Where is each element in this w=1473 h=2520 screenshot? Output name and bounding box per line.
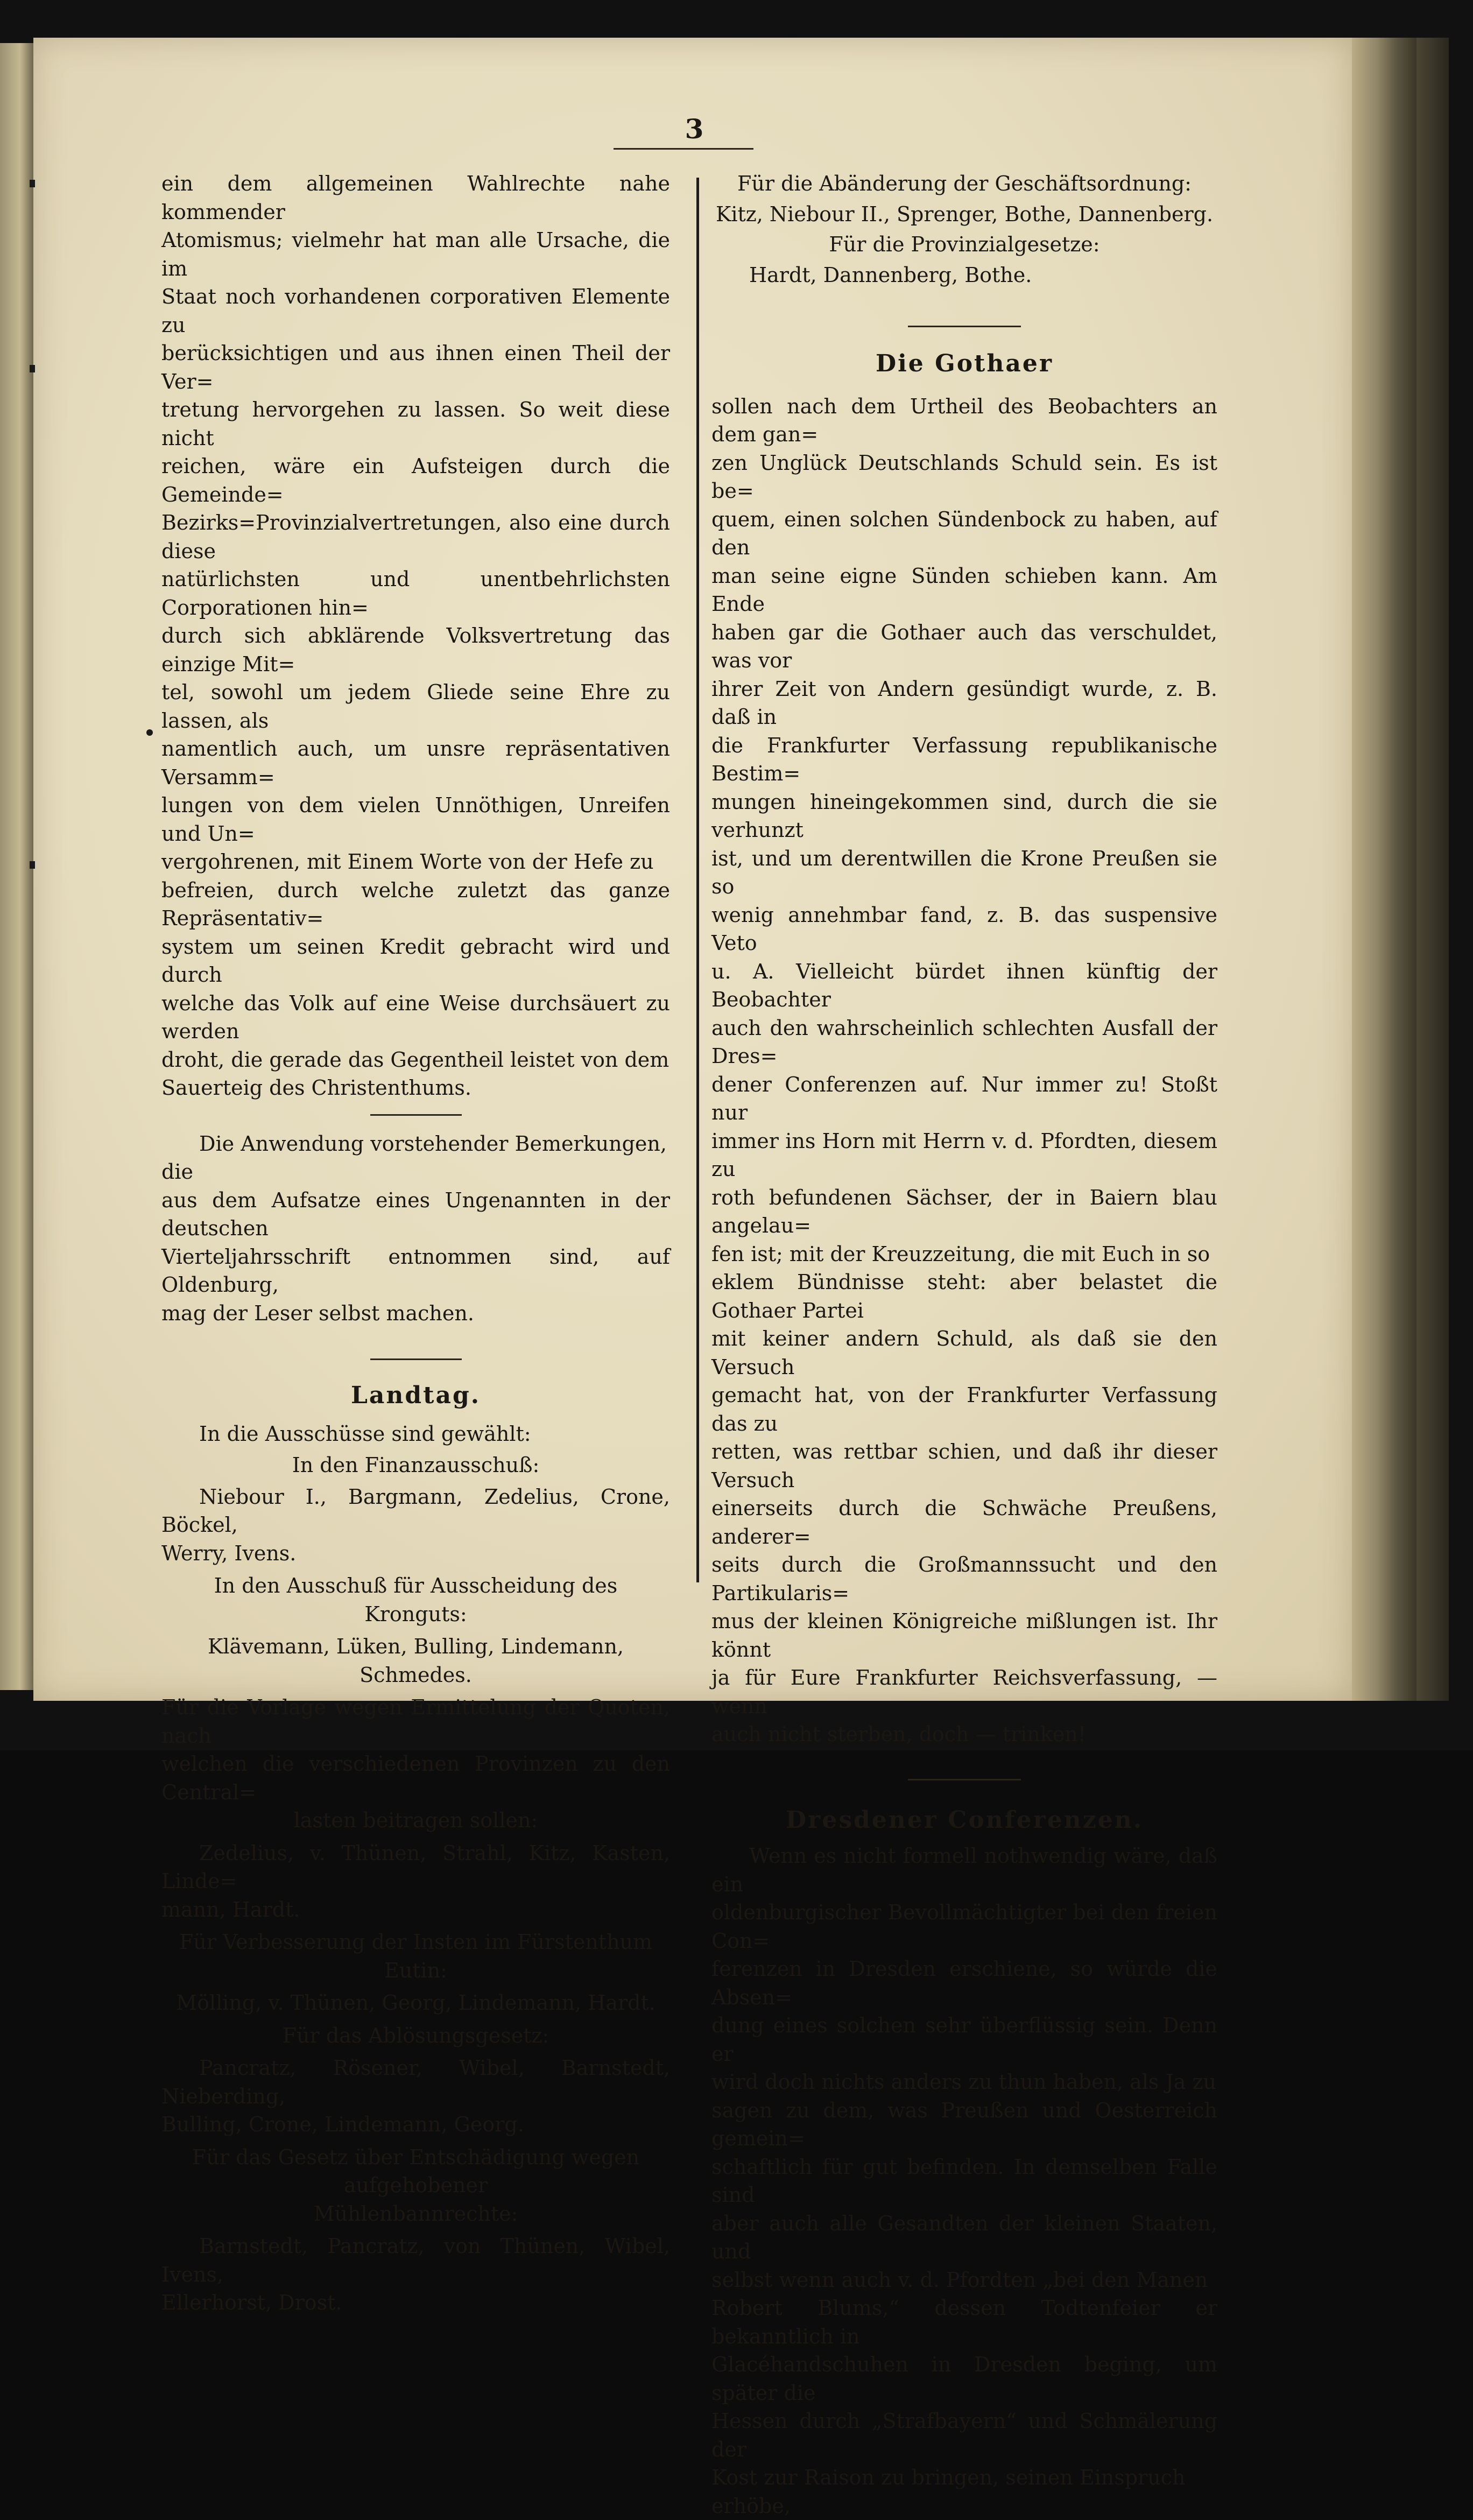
committee-heading: Für die Provinzialgesetze: — [711, 230, 1217, 259]
page-number-rule — [614, 148, 753, 150]
committee-members: mann, Hardt. — [161, 1896, 670, 1924]
text-line: aber auch alle Gesandten der kleinen Staaten, und — [711, 2209, 1217, 2266]
text-line: reichen, wäre ein Aufsteigen durch die Gemeinde= — [161, 452, 670, 509]
committee-heading: welchen die verschiedenen Provinzen zu den Central= — [161, 1750, 670, 1806]
section-title: Die Gothaer — [711, 350, 1217, 378]
text-line: man seine eigne Sünden schieben kann. Am Ende — [711, 562, 1217, 618]
text-line: mag der Leser selbst machen. — [161, 1299, 670, 1328]
committee-members: Bulling, Crone, Lindemann, Georg. — [161, 2110, 670, 2139]
section-gothaer — [711, 350, 1217, 1749]
text-line: Kost zur Raison zu bringen, seinen Einspruch erhöbe, — [711, 2463, 1217, 2520]
committee-members: Klävemann, Lüken, Bulling, Lindemann, Schmedes. — [161, 1632, 670, 1689]
text-line: Bezirks=Provinzialvertretungen, also eine durch diese — [161, 509, 670, 565]
text-line: mungen hineingekommen sind, durch die sie verhunzt — [711, 788, 1217, 844]
paragraph-wahlrecht — [161, 170, 670, 1102]
section-rule — [908, 326, 1021, 327]
text-line: system um seinen Kredit gebracht wird und durch — [161, 933, 670, 989]
text-line: natürlichsten und unentbehrlichsten Corporationen hin= — [161, 565, 670, 622]
text-line: ist, und um derentwillen die Krone Preußen sie so — [711, 844, 1217, 901]
text-line: selbst wenn auch v. d. Pfordten „bei den Manen — [711, 2266, 1217, 2294]
text-line: zen Unglück Deutschlands Schuld sein. Es ist be= — [711, 449, 1217, 505]
text-line: befreien, durch welche zuletzt das ganze Repräsentativ= — [161, 876, 670, 933]
text-line: immer ins Horn mit Herrn v. d. Pfordten, diesem zu — [711, 1127, 1217, 1184]
text-line: aus dem Aufsatze eines Ungenannten in der deutschen — [161, 1186, 670, 1243]
text-line: welche das Volk auf eine Weise durchsäuert zu werden — [161, 989, 670, 1046]
text-line: eklem Bündnisse steht: aber belastet die Gothaer Partei — [711, 1268, 1217, 1325]
text-line: Atomismus; vielmehr hat man alle Ursache, die im — [161, 226, 670, 283]
committee-heading: Für die Vorlage wegen Ermittelung der Quoten, nach — [161, 1693, 670, 1750]
margin-dot — [146, 729, 153, 736]
committee-heading: lasten beitragen sollen: — [161, 1806, 670, 1835]
committee-heading: Für die Abänderung der Geschäftsordnung: — [711, 170, 1217, 198]
text-line: u. A. Vielleicht bürdet ihnen künftig der Beobachter — [711, 958, 1217, 1014]
margin-mark — [30, 365, 35, 372]
text-line: seits durch die Großmannssucht und den Partikularis= — [711, 1551, 1217, 1607]
text-line: berücksichtigen und aus ihnen einen Theil der Ver= — [161, 339, 670, 396]
text-line: roth befundenen Sächser, der in Baiern blau angelau= — [711, 1184, 1217, 1240]
text-line: quem, einen solchen Sündenbock zu haben, auf den — [711, 505, 1217, 562]
committee-members: Zedelius, v. Thünen, Strahl, Kitz, Kasten, Linde= — [161, 1839, 670, 1896]
text-line: Staat noch vorhandenen corporativen Elemente zu — [161, 283, 670, 339]
committee-heading: In den Ausschuß für Ausscheidung des Kronguts: — [161, 1572, 670, 1628]
committee-members: Werry, Ivens. — [161, 1539, 670, 1568]
text-line: auch nicht sterben, doch — trinken! — [711, 1720, 1217, 1749]
section-landtag-continued — [711, 170, 1217, 289]
column-divider — [696, 178, 699, 1582]
text-line: ja für Eure Frankfurter Reichsverfassung, — wenn — [711, 1664, 1217, 1720]
left-column — [161, 170, 670, 2317]
text-line: droht, die gerade das Gegentheil leistet von dem — [161, 1046, 670, 1074]
section-rule — [908, 1779, 1021, 1780]
page-number: 3 — [678, 113, 710, 145]
text-line: sollen nach dem Urtheil des Beobachters an dem gan= — [711, 392, 1217, 449]
book-binding — [1416, 38, 1449, 1701]
text-line: wird doch nichts anders zu thun haben, als Ja zu — [711, 2068, 1217, 2096]
text-line: lungen von dem vielen Unnöthigen, Unreifen und Un= — [161, 791, 670, 848]
page-edge-strip — [1352, 38, 1416, 1701]
committee-members: Niebour I., Bargmann, Zedelius, Crone, Böckel, — [161, 1483, 670, 1539]
text-line: Wenn es nicht formell nothwendig wäre, daß ein — [711, 1842, 1217, 1898]
text-line: ein dem allgemeinen Wahlrechte nahe kommender — [161, 170, 670, 226]
text-line: retten, was rettbar schien, und daß ihr dieser Versuch — [711, 1438, 1217, 1494]
committee-members: Ellerhorst, Drost. — [161, 2289, 670, 2317]
left-page-edge — [0, 43, 33, 1690]
section-landtag — [161, 1382, 670, 2317]
text-line: auch den wahrscheinlich schlechten Ausfall der Dres= — [711, 1014, 1217, 1071]
margin-mark — [30, 180, 35, 187]
section-title: Landtag. — [161, 1382, 670, 1410]
text-line: dung eines solchen sehr überflüssig sein. Denn er — [711, 2011, 1217, 2068]
text-line: gemacht hat, von der Frankfurter Verfassung das zu — [711, 1381, 1217, 1438]
text-line: Glacéhandschuhen in Dresden beging, um später die — [711, 2350, 1217, 2407]
section-dresdener-conferenzen — [711, 1806, 1217, 2520]
text-line: oldenburgischer Bevollmächtigter bei den freien Con= — [711, 1898, 1217, 1955]
text-line: einerseits durch die Schwäche Preußens, anderer= — [711, 1494, 1217, 1551]
section-rule — [370, 1114, 462, 1116]
section-rule — [370, 1358, 462, 1360]
committee-members: Pancratz, Rösener, Wibel, Barnstedt, Nieberding, — [161, 2054, 670, 2110]
text-line: Hessen durch „Strafbayern“ und Schmälerung der — [711, 2407, 1217, 2463]
committee-heading: Mühlenbannrechte: — [161, 2200, 670, 2228]
text-line: haben gar die Gothaer auch das verschuldet, was vor — [711, 618, 1217, 675]
text-line: namentlich auch, um unsre repräsentativen Versamm= — [161, 735, 670, 791]
text-line: fen ist; mit der Kreuzzeitung, die mit Euch in so — [711, 1240, 1217, 1269]
committee-members: Kitz, Niebour II., Sprenger, Bothe, Dannenberg. — [711, 200, 1217, 229]
text-line: schaftlich für gut befinden. In demselben Falle sind — [711, 2153, 1217, 2209]
text-line: tretung hervorgehen zu lassen. So weit diese nicht — [161, 396, 670, 452]
committee-members: Barnstedt, Pancratz, von Thünen, Wibel, Ivens, — [161, 2232, 670, 2289]
committee-heading: In den Finanzausschuß: — [161, 1451, 670, 1480]
committee-heading: Für das Ablösungsgesetz: — [161, 2022, 670, 2050]
text-line: mus der kleinen Königreiche mißlungen ist. Ihr könnt — [711, 1607, 1217, 1664]
text-line: tel, sowohl um jedem Gliede seine Ehre zu lassen, als — [161, 678, 670, 735]
right-column — [711, 170, 1217, 2520]
text-line: Robert Blums,“ dessen Todtenfeier er bekanntlich in — [711, 2294, 1217, 2350]
section-title: Dresdener Conferenzen. — [711, 1806, 1217, 1835]
margin-mark — [30, 861, 35, 869]
text-line: sagen zu dem, was Preußen und Oesterreich gemein= — [711, 2096, 1217, 2153]
text-line: In die Ausschüsse sind gewählt: — [161, 1420, 670, 1448]
text-line: dener Conferenzen auf. Nur immer zu! Stoßt nur — [711, 1071, 1217, 1127]
text-line: mit keiner andern Schuld, als daß sie den Versuch — [711, 1325, 1217, 1381]
paragraph-anwendung — [161, 1130, 670, 1328]
text-line: Sauerteig des Christenthums. — [161, 1074, 670, 1102]
text-line: die Frankfurter Verfassung republikanische Bestim= — [711, 731, 1217, 788]
committee-members: Mölling, v. Thünen, Georg, Lindemann, Hardt. — [161, 1989, 670, 2017]
committee-heading: Für das Gesetz über Entschädigung wegen aufgehobener — [161, 2143, 670, 2200]
text-line: Vierteljahrsschrift entnommen sind, auf Oldenburg, — [161, 1243, 670, 1299]
committee-heading: Für Verbesserung der Insten im Fürstenthum Eutin: — [161, 1928, 670, 1984]
text-line: Die Anwendung vorstehender Bemerkungen, die — [161, 1130, 670, 1186]
text-line: ihrer Zeit von Andern gesündigt wurde, z. B. daß in — [711, 675, 1217, 731]
text-line: wenig annehmbar fand, z. B. das suspensive Veto — [711, 901, 1217, 958]
text-line: ferenzen in Dresden erschiene, so würde die Absen= — [711, 1955, 1217, 2011]
text-line: durch sich abklärende Volksvertretung das einzige Mit= — [161, 622, 670, 678]
committee-members: Hardt, Dannenberg, Bothe. — [711, 261, 1217, 290]
text-line: vergohrenen, mit Einem Worte von der Hefe zu — [161, 848, 670, 876]
